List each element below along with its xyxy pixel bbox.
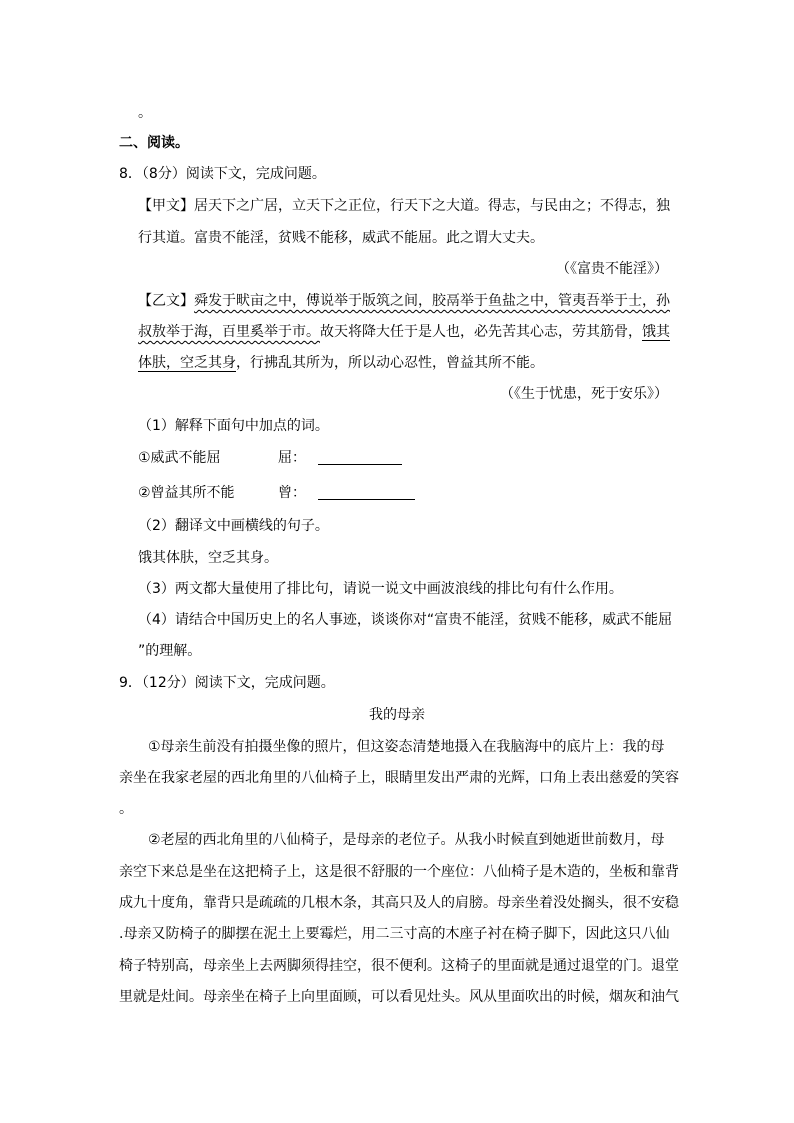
item-1-phrase: ①威武不能屈 — [138, 450, 221, 466]
item-2-answer-blank[interactable] — [318, 485, 415, 500]
jia-text-line-1 — [138, 196, 670, 216]
sub-question-1: （1）解释下面句中加点的词。 — [138, 418, 329, 434]
jia-source: （《富贵不能淫》） — [556, 261, 668, 277]
yi-source: （《生于忧患，死于安乐》） — [500, 386, 668, 402]
paragraph-1-line-1: ①母亲生前没有拍摄坐像的照片，但这姿态清楚地摄入在我脑海中的底片上：我的母 — [148, 739, 665, 755]
sub-question-2-sentence: 饿其体肤，空乏其身。 — [138, 550, 278, 566]
item-1-answer-blank[interactable] — [318, 450, 402, 465]
paragraph-2-line-1: ②老屋的西北角里的八仙椅子，是母亲的老位子。从我小时候直到她逝世前数月，母 — [148, 832, 665, 848]
yi-text-line-2 — [138, 322, 670, 342]
paragraph-1-line-3: 。 — [119, 801, 133, 817]
top-fragment: 。 — [138, 105, 152, 121]
yi-text-rest: ，行拂乱其所为，所以动心忍性，曾益其所不能。 — [236, 355, 544, 371]
yi-wavy-parallel-1: 舜发于畎亩之中，傅说举于版筑之间，胶鬲举于鱼盐之中，管夷吾举于士，孙 — [194, 293, 670, 309]
paragraph-2-line-3: 成九十度角，靠背只是疏疏的几根木条，其高只及人的肩膀。母亲坐着没处搁头，很不安稳 — [119, 895, 679, 911]
sub-question-3: （3）两文都大量使用了排比句，请说一说文中画波浪线的排比句有什么作用。 — [138, 581, 623, 597]
yi-underlined-sentence-1: 饿其 — [642, 324, 670, 340]
item-2-phrase: ②曾益其所不能 — [138, 485, 235, 501]
sub-question-4-line-1: （4）请结合中国历史上的名人事迹，谈谈你对“富贵不能淫，贫贱不能移，威武不能屈 — [138, 612, 673, 628]
jia-label: 【甲文】 — [138, 198, 194, 214]
section-title: 二、阅读。 — [119, 135, 189, 151]
yi-wavy-parallel-2: 叔敖举于海，百里奚举于市。 — [138, 324, 320, 340]
paragraph-2-line-5: 椅子特别高，母亲坐上去两脚须得挂空，很不便利。这椅子的里面就是通过退堂的门。退堂 — [119, 958, 679, 974]
paragraph-1-line-2: 亲坐在我家老屋的西北角里的八仙椅子上，眼睛里发出严肃的光辉，口角上表出慈爱的笑容 — [119, 770, 679, 786]
yi-text: 故天将降大任于是人也，必先苦其心志，劳其筋骨， — [320, 324, 642, 340]
paragraph-2-line-4: .母亲又防椅子的脚摆在泥土上要霉烂，用二三寸高的木座子衬在椅子脚下，因此这只八仙 — [119, 926, 670, 942]
jia-text: 居天下之广居，立天下之正位，行天下之大道。得志，与民由之；不得志，独 — [194, 198, 670, 214]
paragraph-2-line-6: 里就是灶间。母亲坐在椅子上向里面顾，可以看见灶头。风从里面吹出的时候，烟灰和油气 — [119, 989, 679, 1005]
question-8-header: 8．（8分）阅读下文，完成问题。 — [119, 166, 326, 182]
yi-underlined-sentence-2: 体肤，空乏其身 — [138, 355, 236, 371]
jia-text-line-2: 行其道。富贵不能淫，贫贱不能移，威武不能屈。此之谓大丈夫。 — [138, 230, 544, 246]
sub-question-2: （2）翻译文中画横线的句子。 — [138, 518, 329, 534]
yi-text-line-1 — [138, 291, 670, 311]
item-1-word: 屈： — [278, 450, 306, 466]
article-title: 我的母亲 — [369, 707, 425, 723]
paragraph-2-line-2: 亲空下来总是坐在这把椅子上，这是很不舒服的一个座位：八仙椅子是木造的，坐板和靠背 — [119, 864, 679, 880]
yi-label: 【乙文】 — [138, 293, 194, 309]
yi-text-line-3 — [138, 353, 544, 373]
question-9-header: 9．（12分）阅读下文，完成问题。 — [119, 675, 335, 691]
item-2-word: 曾： — [278, 485, 306, 501]
sub-question-4-line-2: ”的理解。 — [138, 643, 202, 659]
